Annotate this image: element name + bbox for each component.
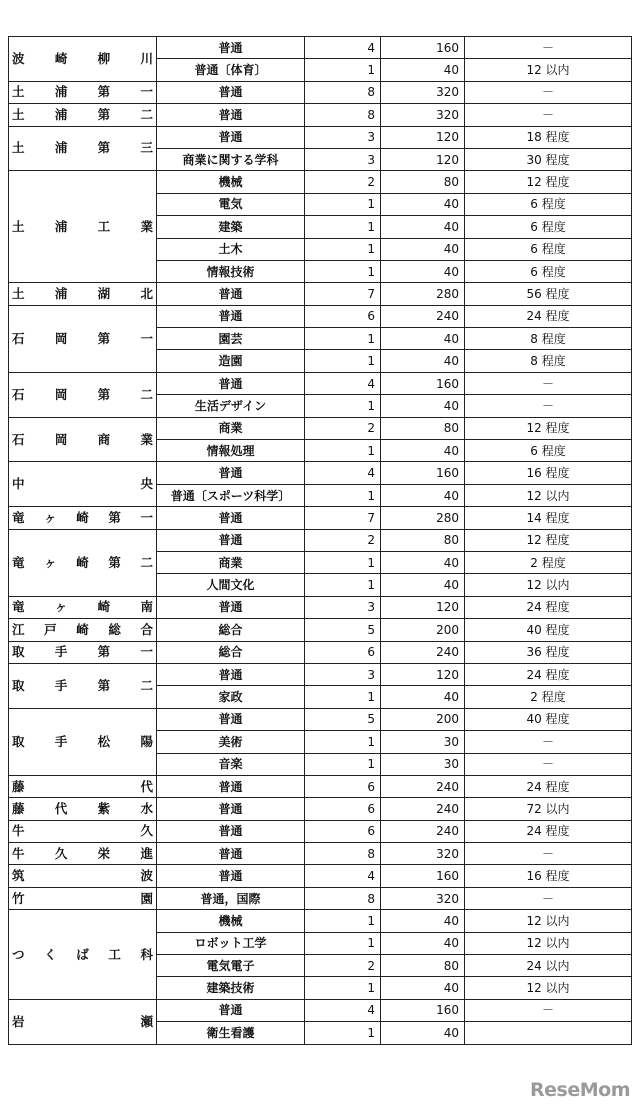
capacity-cell: 160 <box>381 37 465 59</box>
capacity-cell: 40 <box>381 350 465 372</box>
school-name-cell <box>9 820 157 842</box>
course-cell: 普通 <box>157 126 305 148</box>
course-cell: 情報技術 <box>157 260 305 282</box>
course-cell: 普通 <box>157 305 305 327</box>
remark-cell: 12 以内 <box>465 59 632 81</box>
school-name: 竜 ヶ 崎 第 二 <box>12 554 153 570</box>
course-cell: 建築 <box>157 216 305 238</box>
school-name: つ く ば 工 科 <box>12 946 153 962</box>
course-cell: 普通 <box>157 104 305 126</box>
capacity-cell: 40 <box>381 910 465 932</box>
course-cell: 情報処理 <box>157 440 305 462</box>
school-name-cell <box>9 171 157 283</box>
capacity-cell: 40 <box>381 260 465 282</box>
course-cell: 普通 <box>157 999 305 1021</box>
capacity-cell: 40 <box>381 484 465 506</box>
remark-cell: － <box>465 731 632 753</box>
remark-cell: 24 程度 <box>465 305 632 327</box>
school-name-cell <box>9 462 157 507</box>
course-cell: 電気電子 <box>157 955 305 977</box>
remark-cell: 8 程度 <box>465 350 632 372</box>
school-name: 波 崎 柳 川 <box>12 50 153 66</box>
classes-cell: 1 <box>305 395 381 417</box>
table-body <box>9 37 632 1045</box>
table-row <box>9 820 632 842</box>
remark-cell: － <box>465 753 632 775</box>
course-cell: 普通 <box>157 283 305 305</box>
school-name: 取 手 松 陽 <box>12 733 153 749</box>
capacity-cell: 320 <box>381 887 465 909</box>
course-cell: 普通〔スポーツ科学〕 <box>157 484 305 506</box>
classes-cell: 6 <box>305 775 381 797</box>
remark-cell: 2 程度 <box>465 686 632 708</box>
classes-cell: 1 <box>305 216 381 238</box>
classes-cell: 8 <box>305 843 381 865</box>
classes-cell: 8 <box>305 887 381 909</box>
school-name: 石 岡 第 二 <box>12 386 153 402</box>
course-cell: 普通 <box>157 596 305 618</box>
admission-table-sheet <box>8 36 632 1045</box>
remark-cell <box>465 1022 632 1044</box>
course-cell: 普通 <box>157 372 305 394</box>
course-cell: 建築技術 <box>157 977 305 999</box>
course-cell: 普通 <box>157 775 305 797</box>
school-name: 竹 園 <box>12 890 153 906</box>
remark-cell: － <box>465 37 632 59</box>
classes-cell: 8 <box>305 104 381 126</box>
admission-table <box>8 36 632 1045</box>
capacity-cell: 80 <box>381 955 465 977</box>
table-row <box>9 507 632 529</box>
school-name-cell <box>9 843 157 865</box>
classes-cell: 6 <box>305 641 381 663</box>
capacity-cell: 240 <box>381 798 465 820</box>
course-cell: 音楽 <box>157 753 305 775</box>
capacity-cell: 30 <box>381 753 465 775</box>
table-row <box>9 619 632 641</box>
table-row <box>9 999 632 1021</box>
capacity-cell: 120 <box>381 596 465 618</box>
course-cell: 普通 <box>157 462 305 484</box>
classes-cell: 1 <box>305 574 381 596</box>
course-cell: 電気 <box>157 193 305 215</box>
classes-cell: 1 <box>305 260 381 282</box>
capacity-cell: 280 <box>381 507 465 529</box>
remark-cell: 24 程度 <box>465 596 632 618</box>
table-row <box>9 641 632 663</box>
course-cell: 普通 <box>157 708 305 730</box>
classes-cell: 4 <box>305 865 381 887</box>
course-cell: 商業 <box>157 417 305 439</box>
school-name-cell <box>9 126 157 171</box>
course-cell: 普通 <box>157 507 305 529</box>
remark-cell: － <box>465 81 632 103</box>
course-cell: 衛生看護 <box>157 1022 305 1044</box>
course-cell: 普通 <box>157 81 305 103</box>
capacity-cell: 320 <box>381 104 465 126</box>
classes-cell: 7 <box>305 283 381 305</box>
classes-cell: 1 <box>305 59 381 81</box>
table-row <box>9 887 632 909</box>
capacity-cell: 240 <box>381 775 465 797</box>
remark-cell: － <box>465 999 632 1021</box>
table-row <box>9 708 632 730</box>
table-row <box>9 417 632 439</box>
classes-cell: 1 <box>305 910 381 932</box>
capacity-cell: 40 <box>381 932 465 954</box>
school-name: 石 岡 第 一 <box>12 330 153 346</box>
table-row <box>9 865 632 887</box>
capacity-cell: 200 <box>381 708 465 730</box>
classes-cell: 1 <box>305 551 381 573</box>
table-row <box>9 372 632 394</box>
table-row <box>9 910 632 932</box>
school-name-cell <box>9 663 157 708</box>
course-cell: 美術 <box>157 731 305 753</box>
capacity-cell: 160 <box>381 865 465 887</box>
course-cell: 普通 <box>157 529 305 551</box>
capacity-cell: 40 <box>381 551 465 573</box>
school-name-cell <box>9 283 157 305</box>
table-row <box>9 798 632 820</box>
table-row <box>9 596 632 618</box>
course-cell: 人間文化 <box>157 574 305 596</box>
school-name-cell <box>9 641 157 663</box>
remark-cell: 72 以内 <box>465 798 632 820</box>
classes-cell: 4 <box>305 462 381 484</box>
course-cell: 普通 <box>157 798 305 820</box>
capacity-cell: 40 <box>381 238 465 260</box>
classes-cell: 8 <box>305 81 381 103</box>
remark-cell: 6 程度 <box>465 260 632 282</box>
school-name-cell <box>9 417 157 462</box>
course-cell: 土木 <box>157 238 305 260</box>
school-name: 江 戸 崎 総 合 <box>12 621 153 637</box>
course-cell: 普通，国際 <box>157 887 305 909</box>
classes-cell: 2 <box>305 529 381 551</box>
table-row <box>9 305 632 327</box>
capacity-cell: 80 <box>381 417 465 439</box>
school-name: 石 岡 商 業 <box>12 431 153 447</box>
school-name-cell <box>9 708 157 775</box>
school-name: 岩 瀬 <box>12 1013 153 1029</box>
capacity-cell: 80 <box>381 529 465 551</box>
remark-cell: 6 程度 <box>465 193 632 215</box>
remark-cell: 12 以内 <box>465 484 632 506</box>
remark-cell: 40 程度 <box>465 619 632 641</box>
remark-cell: － <box>465 104 632 126</box>
capacity-cell: 200 <box>381 619 465 641</box>
resemom-watermark: ReseMom <box>530 1079 630 1101</box>
remark-cell: 40 程度 <box>465 708 632 730</box>
capacity-cell: 160 <box>381 999 465 1021</box>
remark-cell: 24 程度 <box>465 775 632 797</box>
school-name-cell <box>9 775 157 797</box>
school-name: 藤 代 <box>12 778 153 794</box>
school-name: 取 手 第 一 <box>12 644 153 660</box>
remark-cell: 24 程度 <box>465 663 632 685</box>
school-name-cell <box>9 596 157 618</box>
classes-cell: 4 <box>305 999 381 1021</box>
remark-cell: 16 程度 <box>465 462 632 484</box>
table-row <box>9 462 632 484</box>
school-name: 牛 久 栄 進 <box>12 845 153 861</box>
classes-cell: 6 <box>305 820 381 842</box>
school-name-cell <box>9 529 157 596</box>
school-name: 中 央 <box>12 476 153 492</box>
classes-cell: 1 <box>305 1022 381 1044</box>
school-name-cell <box>9 305 157 372</box>
classes-cell: 1 <box>305 350 381 372</box>
classes-cell: 5 <box>305 708 381 730</box>
remark-cell: 14 程度 <box>465 507 632 529</box>
classes-cell: 6 <box>305 305 381 327</box>
remark-cell: 12 程度 <box>465 417 632 439</box>
classes-cell: 5 <box>305 619 381 641</box>
capacity-cell: 240 <box>381 305 465 327</box>
course-cell: 普通 <box>157 843 305 865</box>
capacity-cell: 280 <box>381 283 465 305</box>
course-cell: 造園 <box>157 350 305 372</box>
remark-cell: 6 程度 <box>465 238 632 260</box>
table-row <box>9 529 632 551</box>
course-cell: 機械 <box>157 171 305 193</box>
remark-cell: 24 程度 <box>465 820 632 842</box>
school-name: 竜 ヶ 崎 第 一 <box>12 509 153 525</box>
school-name: 土 浦 湖 北 <box>12 285 153 301</box>
capacity-cell: 240 <box>381 641 465 663</box>
classes-cell: 1 <box>305 977 381 999</box>
course-cell: 商業 <box>157 551 305 573</box>
classes-cell: 4 <box>305 372 381 394</box>
classes-cell: 1 <box>305 193 381 215</box>
remark-cell: 12 以内 <box>465 574 632 596</box>
remark-cell: 36 程度 <box>465 641 632 663</box>
table-row <box>9 81 632 103</box>
course-cell: 総合 <box>157 641 305 663</box>
capacity-cell: 40 <box>381 328 465 350</box>
course-cell: 普通 <box>157 663 305 685</box>
school-name-cell <box>9 104 157 126</box>
capacity-cell: 120 <box>381 148 465 170</box>
table-row <box>9 104 632 126</box>
classes-cell: 1 <box>305 328 381 350</box>
remark-cell: 6 程度 <box>465 440 632 462</box>
remark-cell: 12 以内 <box>465 932 632 954</box>
capacity-cell: 240 <box>381 820 465 842</box>
remark-cell: 12 以内 <box>465 977 632 999</box>
course-cell: ロボット工学 <box>157 932 305 954</box>
capacity-cell: 30 <box>381 731 465 753</box>
remark-cell: 6 程度 <box>465 216 632 238</box>
school-name: 藤 代 紫 水 <box>12 800 153 816</box>
remark-cell: 12 程度 <box>465 171 632 193</box>
school-name-cell <box>9 887 157 909</box>
capacity-cell: 40 <box>381 977 465 999</box>
remark-cell: 2 程度 <box>465 551 632 573</box>
classes-cell: 3 <box>305 663 381 685</box>
course-cell: 生活デザイン <box>157 395 305 417</box>
capacity-cell: 160 <box>381 462 465 484</box>
course-cell: 機械 <box>157 910 305 932</box>
course-cell: 総合 <box>157 619 305 641</box>
school-name-cell <box>9 507 157 529</box>
capacity-cell: 40 <box>381 193 465 215</box>
course-cell: 園芸 <box>157 328 305 350</box>
school-name: 土 浦 工 業 <box>12 218 153 234</box>
school-name: 竜 ヶ 崎 南 <box>12 599 153 615</box>
remark-cell: 12 以内 <box>465 910 632 932</box>
classes-cell: 2 <box>305 417 381 439</box>
course-cell: 家政 <box>157 686 305 708</box>
school-name: 土 浦 第 二 <box>12 106 153 122</box>
classes-cell: 1 <box>305 484 381 506</box>
classes-cell: 3 <box>305 126 381 148</box>
school-name-cell <box>9 865 157 887</box>
table-row <box>9 126 632 148</box>
capacity-cell: 120 <box>381 126 465 148</box>
remark-cell: 8 程度 <box>465 328 632 350</box>
table-row <box>9 37 632 59</box>
capacity-cell: 40 <box>381 1022 465 1044</box>
capacity-cell: 40 <box>381 216 465 238</box>
school-name-cell <box>9 372 157 417</box>
school-name: 牛 久 <box>12 823 153 839</box>
course-cell: 普通 <box>157 820 305 842</box>
school-name: 取 手 第 二 <box>12 677 153 693</box>
school-name-cell <box>9 619 157 641</box>
classes-cell: 1 <box>305 686 381 708</box>
classes-cell: 3 <box>305 596 381 618</box>
capacity-cell: 40 <box>381 574 465 596</box>
classes-cell: 3 <box>305 148 381 170</box>
classes-cell: 1 <box>305 238 381 260</box>
capacity-cell: 120 <box>381 663 465 685</box>
table-row <box>9 775 632 797</box>
course-cell: 普通〔体育〕 <box>157 59 305 81</box>
capacity-cell: 160 <box>381 372 465 394</box>
classes-cell: 7 <box>305 507 381 529</box>
classes-cell: 2 <box>305 955 381 977</box>
school-name: 土 浦 第 一 <box>12 84 153 100</box>
capacity-cell: 40 <box>381 440 465 462</box>
capacity-cell: 320 <box>381 843 465 865</box>
remark-cell: 18 程度 <box>465 126 632 148</box>
remark-cell: － <box>465 843 632 865</box>
school-name-cell <box>9 81 157 103</box>
capacity-cell: 320 <box>381 81 465 103</box>
classes-cell: 1 <box>305 932 381 954</box>
table-row <box>9 283 632 305</box>
table-row <box>9 843 632 865</box>
school-name: 土 浦 第 三 <box>12 140 153 156</box>
remark-cell: 12 程度 <box>465 529 632 551</box>
remark-cell: － <box>465 887 632 909</box>
capacity-cell: 40 <box>381 59 465 81</box>
school-name-cell <box>9 37 157 82</box>
school-name-cell <box>9 798 157 820</box>
school-name: 筑 波 <box>12 868 153 884</box>
course-cell: 普通 <box>157 865 305 887</box>
capacity-cell: 40 <box>381 395 465 417</box>
school-name-cell <box>9 999 157 1044</box>
classes-cell: 4 <box>305 37 381 59</box>
course-cell: 普通 <box>157 37 305 59</box>
classes-cell: 2 <box>305 171 381 193</box>
course-cell: 商業に関する学科 <box>157 148 305 170</box>
remark-cell: 56 程度 <box>465 283 632 305</box>
table-row <box>9 171 632 193</box>
school-name-cell <box>9 910 157 1000</box>
capacity-cell: 80 <box>381 171 465 193</box>
classes-cell: 1 <box>305 753 381 775</box>
remark-cell: － <box>465 372 632 394</box>
remark-cell: 24 以内 <box>465 955 632 977</box>
remark-cell: － <box>465 395 632 417</box>
remark-cell: 16 程度 <box>465 865 632 887</box>
table-row <box>9 663 632 685</box>
classes-cell: 6 <box>305 798 381 820</box>
classes-cell: 1 <box>305 731 381 753</box>
remark-cell: 30 程度 <box>465 148 632 170</box>
capacity-cell: 40 <box>381 686 465 708</box>
classes-cell: 1 <box>305 440 381 462</box>
